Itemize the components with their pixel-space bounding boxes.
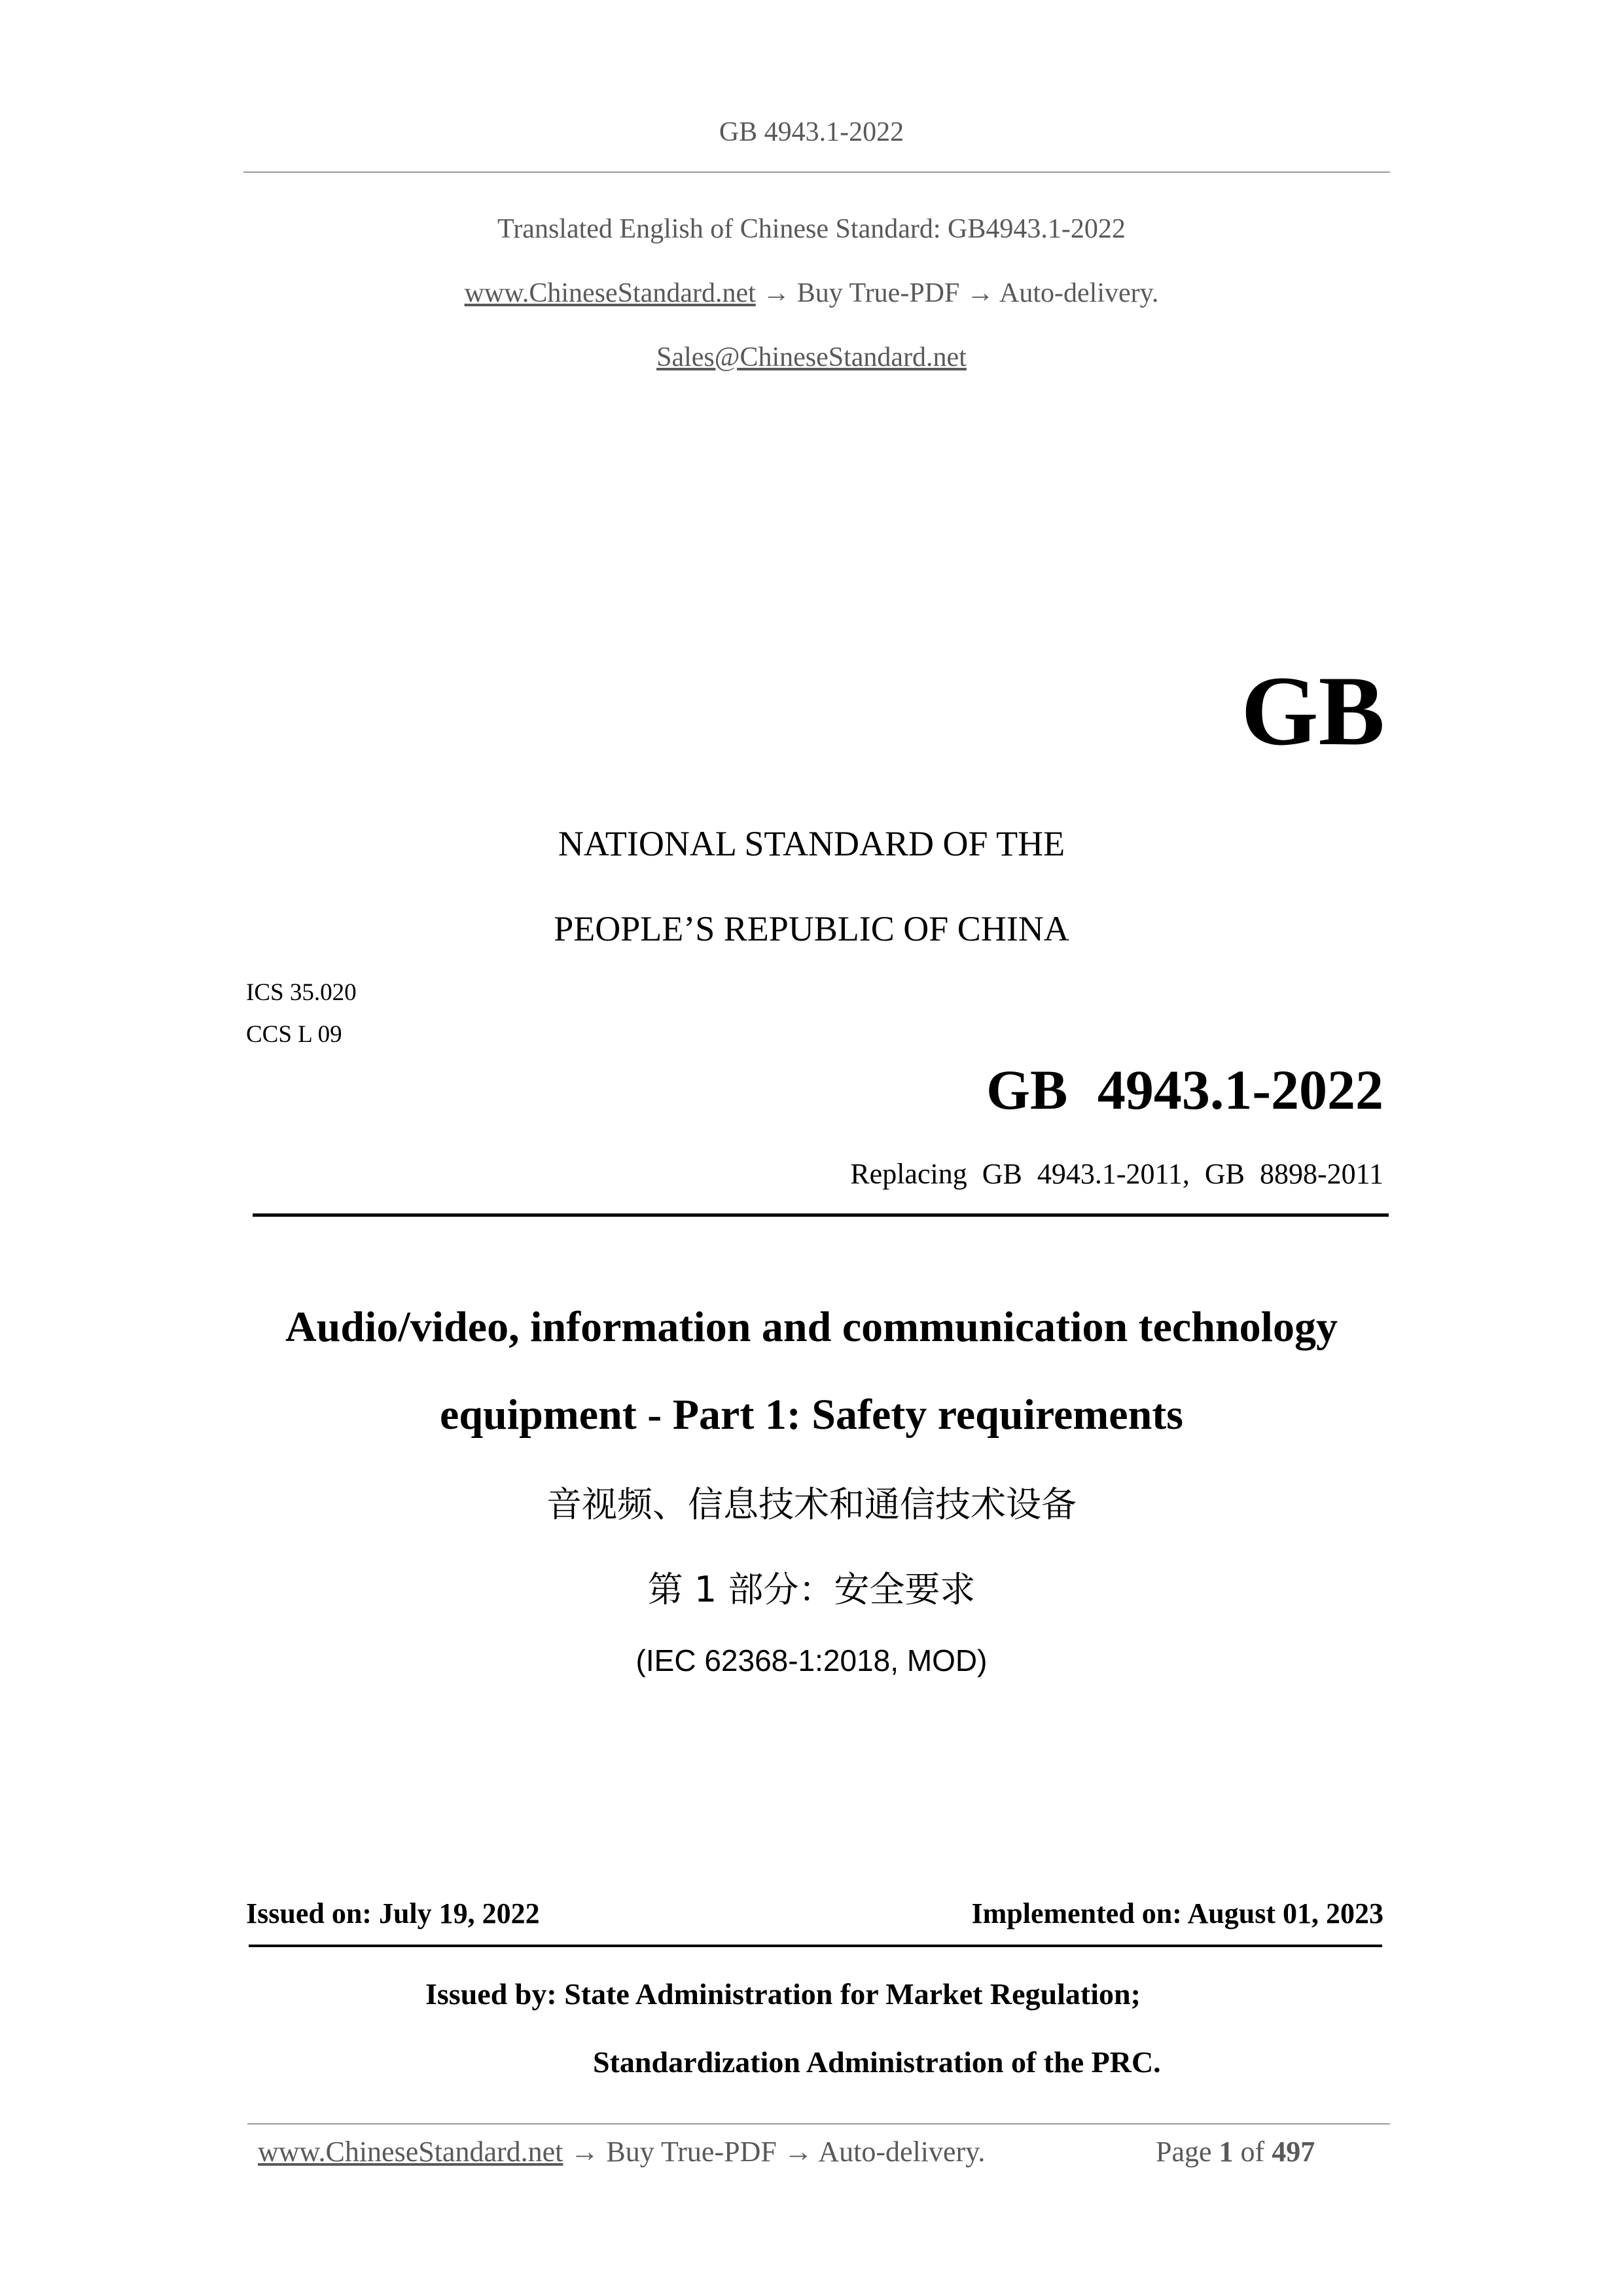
promo-email-line [0, 342, 1623, 373]
issued-by-line-2: Standardization Administration of the PRC. [593, 2045, 1161, 2079]
ics-code: ICS 35.020 [246, 979, 357, 1006]
title-english-line-2: equipment - Part 1: Safety requirements [440, 1391, 1183, 1439]
header-divider [243, 171, 1390, 173]
gb-logo: GB [1241, 656, 1385, 766]
page-of-label: of [1240, 2136, 1265, 2168]
sales-email-link[interactable]: Sales@ChineseStandard.net [656, 342, 967, 372]
title-english-line-1: Audio/video, information and communication technology [285, 1303, 1338, 1351]
website-link[interactable]: www.ChineseStandard.net [464, 278, 756, 308]
dates-divider [249, 1945, 1382, 1947]
iec-reference: (IEC 62368-1:2018, MOD) [635, 1643, 988, 1677]
title-divider [253, 1213, 1389, 1217]
footer-promo [258, 2135, 985, 2168]
header-standard-code: GB 4943.1-2022 [719, 117, 904, 147]
standard-number: GB 4943.1-2022 [986, 1058, 1383, 1121]
footer-divider [247, 2123, 1390, 2125]
issued-by-line-1: Issued by: State Administration for Market Regulation; [425, 1977, 1141, 2011]
footer-buy-text: → Buy True-PDF → Auto-delivery. [570, 2136, 986, 2168]
translated-notice: Translated English of Chinese Standard: GB4943.1-2022 [497, 214, 1126, 244]
issued-on-date: Issued on: July 19, 2022 [246, 1897, 540, 1929]
page-current: 1 [1219, 2136, 1234, 2168]
page-total: 497 [1272, 2136, 1315, 2168]
ccs-code: CCS L 09 [246, 1021, 342, 1048]
title-chinese-line-1: 音视频、信息技术和通信技术设备 [546, 1484, 1077, 1525]
national-standard-line-2: PEOPLE’S REPUBLIC OF CHINA [554, 909, 1069, 948]
promo-website-line [0, 278, 1623, 309]
page-indicator [1156, 2135, 1315, 2168]
title-chinese-line-2: 第 1 部分：安全要求 [647, 1569, 976, 1610]
buy-pdf-text: → Buy True-PDF → Auto-delivery. [762, 278, 1159, 308]
implemented-on-date: Implemented on: August 01, 2023 [971, 1897, 1383, 1929]
page-label: Page [1156, 2136, 1212, 2168]
national-standard-line-1: NATIONAL STANDARD OF THE [558, 824, 1065, 863]
replacing-standards: Replacing GB 4943.1-2011, GB 8898-2011 [850, 1158, 1383, 1190]
footer-website-link[interactable]: www.ChineseStandard.net [258, 2136, 563, 2168]
